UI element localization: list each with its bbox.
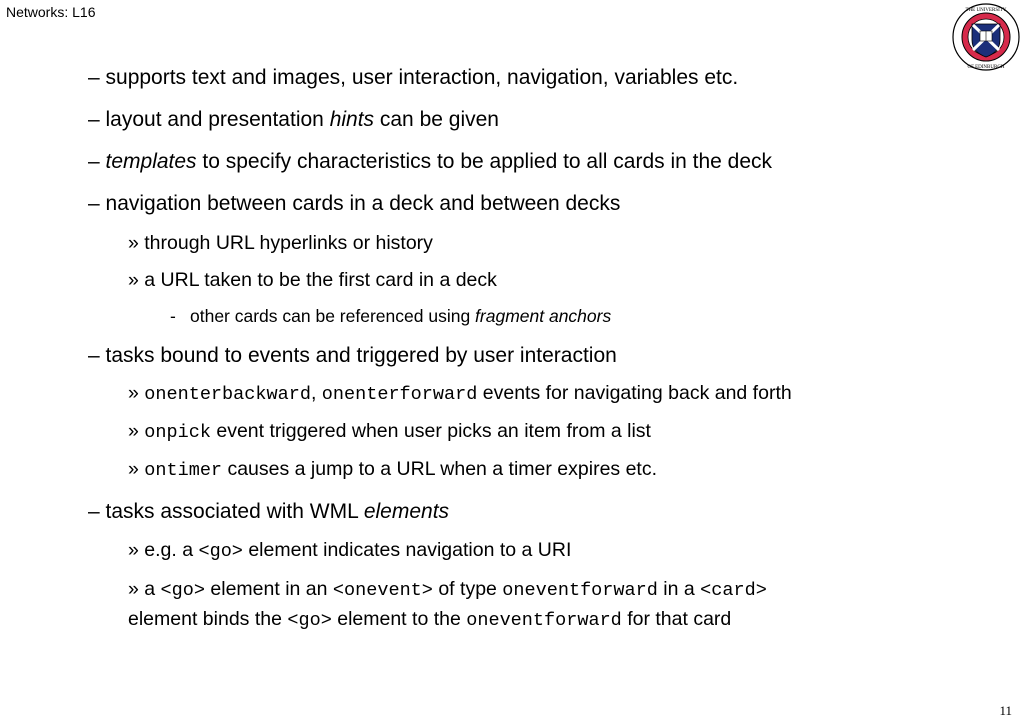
svg-text:OF EDINBURGH: OF EDINBURGH — [967, 65, 1005, 70]
subbullet-url-hyperlinks: » through URL hyperlinks or history — [128, 232, 433, 254]
bullet-supports-text: – supports text and images, user interaction, navigation, variables etc. — [88, 66, 739, 89]
bullet-navigation: – navigation between cards in a deck and between decks — [88, 192, 621, 215]
subbullet-url-first-card: » a URL taken to be the first card in a deck — [128, 269, 497, 291]
subbullet-go-element: » e.g. a <go> element indicates navigation to a URI — [128, 539, 572, 562]
bullet-tasks-events: – tasks bound to events and triggered by user interaction — [88, 344, 617, 367]
bullet-wml-elements: – tasks associated with WML elements — [88, 500, 450, 523]
bullet-layout-hints: – layout and presentation hints can be given — [88, 108, 499, 131]
slide-header-title: Networks: L16 — [6, 4, 96, 20]
subbullet-ontimer: » ontimer causes a jump to a URL when a timer expires etc. — [128, 458, 658, 481]
svg-text:THE UNIVERSITY: THE UNIVERSITY — [965, 8, 1007, 13]
subbullet-go-onevent-continued: element binds the <go> element to the oneventforward for that card — [128, 608, 732, 631]
subbullet-go-onevent: » a <go> element in an <onevent> of type oneventforward in a <card> — [128, 578, 767, 601]
subbullet-onpick: » onpick event triggered when user picks an item from a list — [128, 420, 651, 443]
subbullet-onenter-events: » onenterbackward, onenterforward events for navigating back and forth — [128, 382, 792, 405]
bullet-templates: – templates to specify characteristics to be applied to all cards in the deck — [88, 150, 773, 173]
subsubbullet-fragment-anchors: - other cards can be referenced using fragment anchors — [170, 306, 612, 326]
page-number: 11 — [999, 703, 1012, 718]
university-crest-icon — [951, 2, 1021, 72]
